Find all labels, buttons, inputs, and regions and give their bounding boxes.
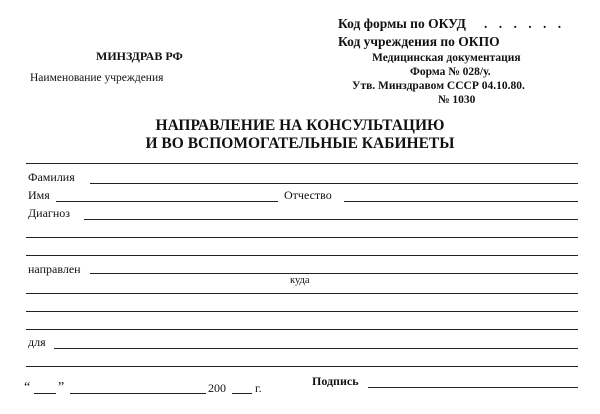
diagnosis-line-1[interactable] [84, 219, 578, 220]
name-line[interactable] [56, 201, 278, 202]
surname-line[interactable] [90, 183, 578, 184]
for-line-1[interactable] [54, 348, 578, 349]
signature-line[interactable] [368, 387, 578, 388]
date-quote-open: “ [24, 380, 31, 395]
med-doc-label: Медицинская документация [372, 52, 521, 64]
date-day-line[interactable] [34, 393, 56, 394]
for-label: для [28, 335, 46, 349]
approval-line: Утв. Минздравом СССР 04.10.80. [352, 80, 525, 92]
name-label: Имя [28, 188, 50, 202]
date-year-line[interactable] [232, 393, 252, 394]
institution-label: Наименование учреждения [30, 72, 164, 84]
date-year-suffix: г. [255, 381, 262, 395]
top-rule [26, 163, 578, 164]
referred-line-4[interactable] [26, 329, 578, 330]
surname-label: Фамилия [28, 170, 75, 184]
date-quote-close: ” [58, 380, 65, 395]
referred-line[interactable] [90, 273, 578, 274]
okud-label: Код формы по ОКУД [338, 16, 466, 31]
date-year-prefix: 200 [208, 381, 226, 395]
diagnosis-line-3[interactable] [26, 255, 578, 256]
patronymic-line[interactable] [344, 201, 578, 202]
okpo-label: Код учреждения по ОКПО [338, 34, 500, 49]
patronymic-label: Отчество [284, 188, 332, 202]
where-caption: куда [290, 275, 310, 286]
date-month-line[interactable] [70, 393, 206, 394]
form-title-line2: И ВО ВСПОМОГАТЕЛЬНЫЕ КАБИНЕТЫ [145, 135, 455, 152]
referred-label: направлен [28, 262, 81, 276]
diagnosis-line-2[interactable] [26, 237, 578, 238]
ministry-label: МИНЗДРАВ РФ [96, 49, 183, 63]
referred-line-3[interactable] [26, 311, 578, 312]
form-title-line1: НАПРАВЛЕНИЕ НА КОНСУЛЬТАЦИЮ [155, 117, 445, 134]
okud-dots: . . . . . . [484, 16, 566, 31]
diagnosis-label: Диагноз [28, 206, 71, 220]
form-number: Форма № 028/у. [410, 66, 491, 78]
for-line-2[interactable] [26, 366, 578, 367]
signature-label: Подпись [312, 374, 359, 388]
approval-number: № 1030 [438, 94, 476, 106]
referred-line-2[interactable] [26, 293, 578, 294]
